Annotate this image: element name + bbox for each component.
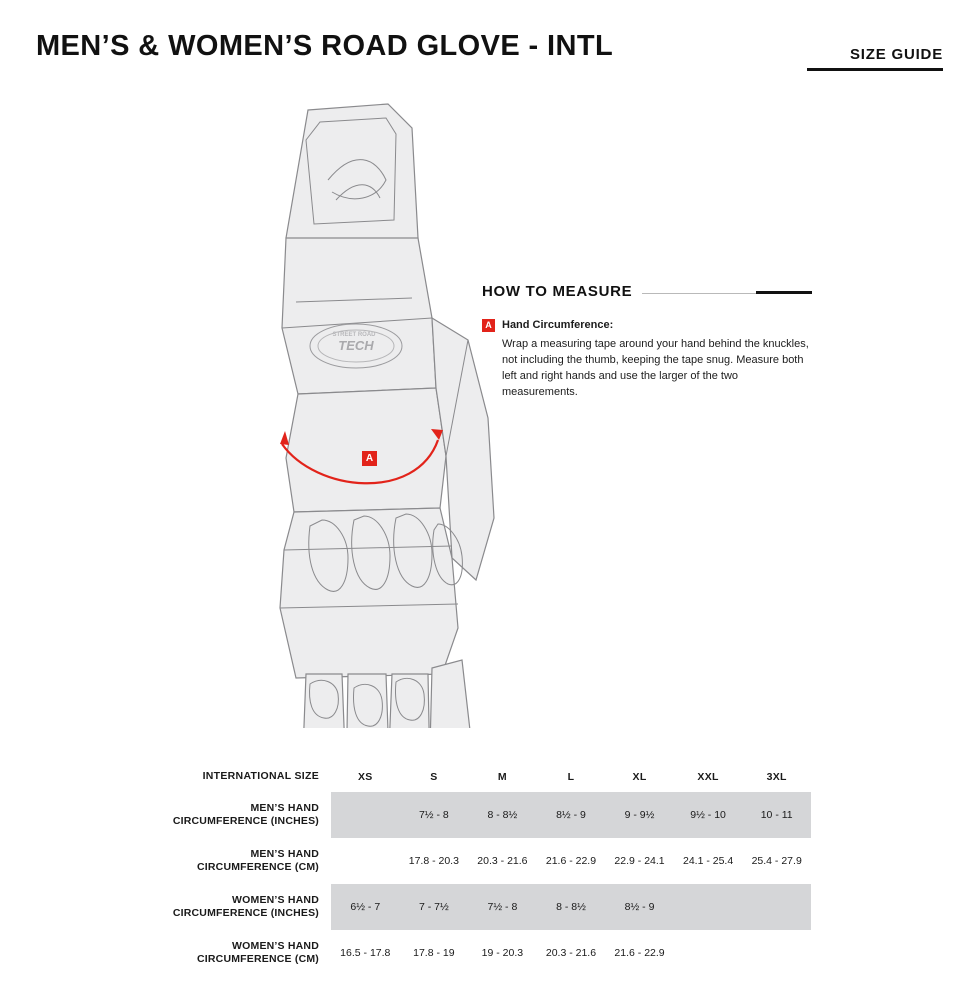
measure-item-title: Hand Circumference: <box>502 319 614 331</box>
cell-womens-cm-s: 17.8 - 19 <box>413 947 455 959</box>
cell-mens-cm-l: 21.6 - 22.9 <box>545 855 597 867</box>
cell-mens-inches-xl: 9 - 9½ <box>605 792 674 838</box>
measurement-marker-a: A <box>362 451 377 466</box>
cell-mens-inches-xs <box>331 792 400 838</box>
cell-mens-inches-xxl: 9½ - 10 <box>674 792 743 838</box>
cell-womens-inches-l: 8 - 8½ <box>537 884 606 930</box>
cell-womens-inches-xl: 8½ - 9 <box>605 884 674 930</box>
measure-item-description: Wrap a measuring tape around your hand behind the knuckles, not including the thumb, keeping the tape snug. Measure both left and right hands and use the larger of the two measurements. <box>502 337 809 398</box>
row-label-line2: CIRCUMFERENCE (CM) <box>196 953 319 965</box>
header-size-l: L <box>567 771 575 783</box>
cell-womens-cm-3xl <box>742 930 811 976</box>
size-table-body <box>171 792 811 976</box>
table-row <box>171 884 811 930</box>
size-guide-label: SIZE GUIDE <box>849 46 943 63</box>
row-label-line1: WOMEN’S HAND <box>232 939 319 952</box>
header-size-xxl: XXL <box>697 771 719 783</box>
cell-womens-cm-xl: 21.6 - 22.9 <box>614 947 665 959</box>
table-header-row <box>171 762 811 792</box>
row-label-womens-inches <box>171 884 331 930</box>
header-size-xl: XL <box>632 771 647 783</box>
cell-mens-inches-l: 8½ - 9 <box>537 792 606 838</box>
glove-logo-subtext: STREET ROAD <box>332 332 376 338</box>
size-table-head <box>171 762 811 792</box>
cell-mens-inches-s: 7½ - 8 <box>400 792 469 838</box>
table-row <box>171 792 811 838</box>
header-size-m: M <box>497 771 507 783</box>
cell-mens-cm-3xl: 25.4 - 27.9 <box>751 855 802 867</box>
row-label-line1: MEN’S HAND <box>250 847 319 860</box>
size-guide-marker <box>807 26 943 71</box>
glove-drawing <box>236 88 526 728</box>
cell-mens-cm-xl: 22.9 - 24.1 <box>614 855 665 867</box>
page-header <box>0 26 979 78</box>
how-to-measure-header <box>482 283 812 300</box>
glove-logo-text: TECH <box>338 338 374 353</box>
header-international-size: INTERNATIONAL SIZE <box>202 770 319 783</box>
cell-womens-cm-l: 20.3 - 21.6 <box>545 947 597 959</box>
table-row <box>171 930 811 976</box>
header-size-s: S <box>430 771 438 783</box>
table-row <box>171 838 811 884</box>
cell-womens-inches-s: 7 - 7½ <box>400 884 469 930</box>
header-size-3xl: 3XL <box>766 771 787 783</box>
row-label-line2: CIRCUMFERENCE (INCHES) <box>172 815 319 827</box>
header-size-xs: XS <box>357 771 373 783</box>
cell-mens-cm-s: 17.8 - 20.3 <box>408 855 459 867</box>
cell-womens-cm-xxl <box>674 930 743 976</box>
row-label-line2: CIRCUMFERENCE (INCHES) <box>172 907 319 919</box>
header-divider-line <box>642 293 756 294</box>
how-to-measure-title: HOW TO MEASURE <box>482 283 633 300</box>
size-table-container <box>171 762 811 976</box>
row-label-womens-cm <box>171 930 331 976</box>
page-title: MEN’S & WOMEN’S ROAD GLOVE - INTL <box>36 30 614 62</box>
size-guide-underline <box>807 68 943 71</box>
row-label-mens-cm <box>171 838 331 884</box>
cell-womens-inches-3xl <box>742 884 811 930</box>
cell-mens-inches-m: 8 - 8½ <box>468 792 537 838</box>
cell-mens-cm-xs <box>331 838 400 884</box>
cell-womens-cm-m: 19 - 20.3 <box>481 947 524 959</box>
cell-womens-inches-xs: 6½ - 7 <box>331 884 400 930</box>
glove-illustration <box>236 88 526 728</box>
cell-womens-inches-xxl <box>674 884 743 930</box>
how-to-measure-section <box>482 283 812 401</box>
row-label-line2: CIRCUMFERENCE (CM) <box>196 861 319 873</box>
how-to-measure-item <box>482 318 812 401</box>
cell-mens-inches-3xl: 10 - 11 <box>742 792 811 838</box>
how-to-measure-text <box>502 318 812 401</box>
row-label-mens-inches <box>171 792 331 838</box>
cell-womens-cm-xs: 16.5 - 17.8 <box>340 947 391 959</box>
cell-womens-inches-m: 7½ - 8 <box>468 884 537 930</box>
header-divider-accent <box>756 291 812 294</box>
badge-a-icon: A <box>482 319 495 332</box>
row-label-line1: MEN’S HAND <box>250 801 319 814</box>
row-label-line1: WOMEN’S HAND <box>232 893 319 906</box>
size-table <box>171 762 811 976</box>
cell-mens-cm-xxl: 24.1 - 25.4 <box>682 855 734 867</box>
cell-mens-cm-m: 20.3 - 21.6 <box>477 855 528 867</box>
